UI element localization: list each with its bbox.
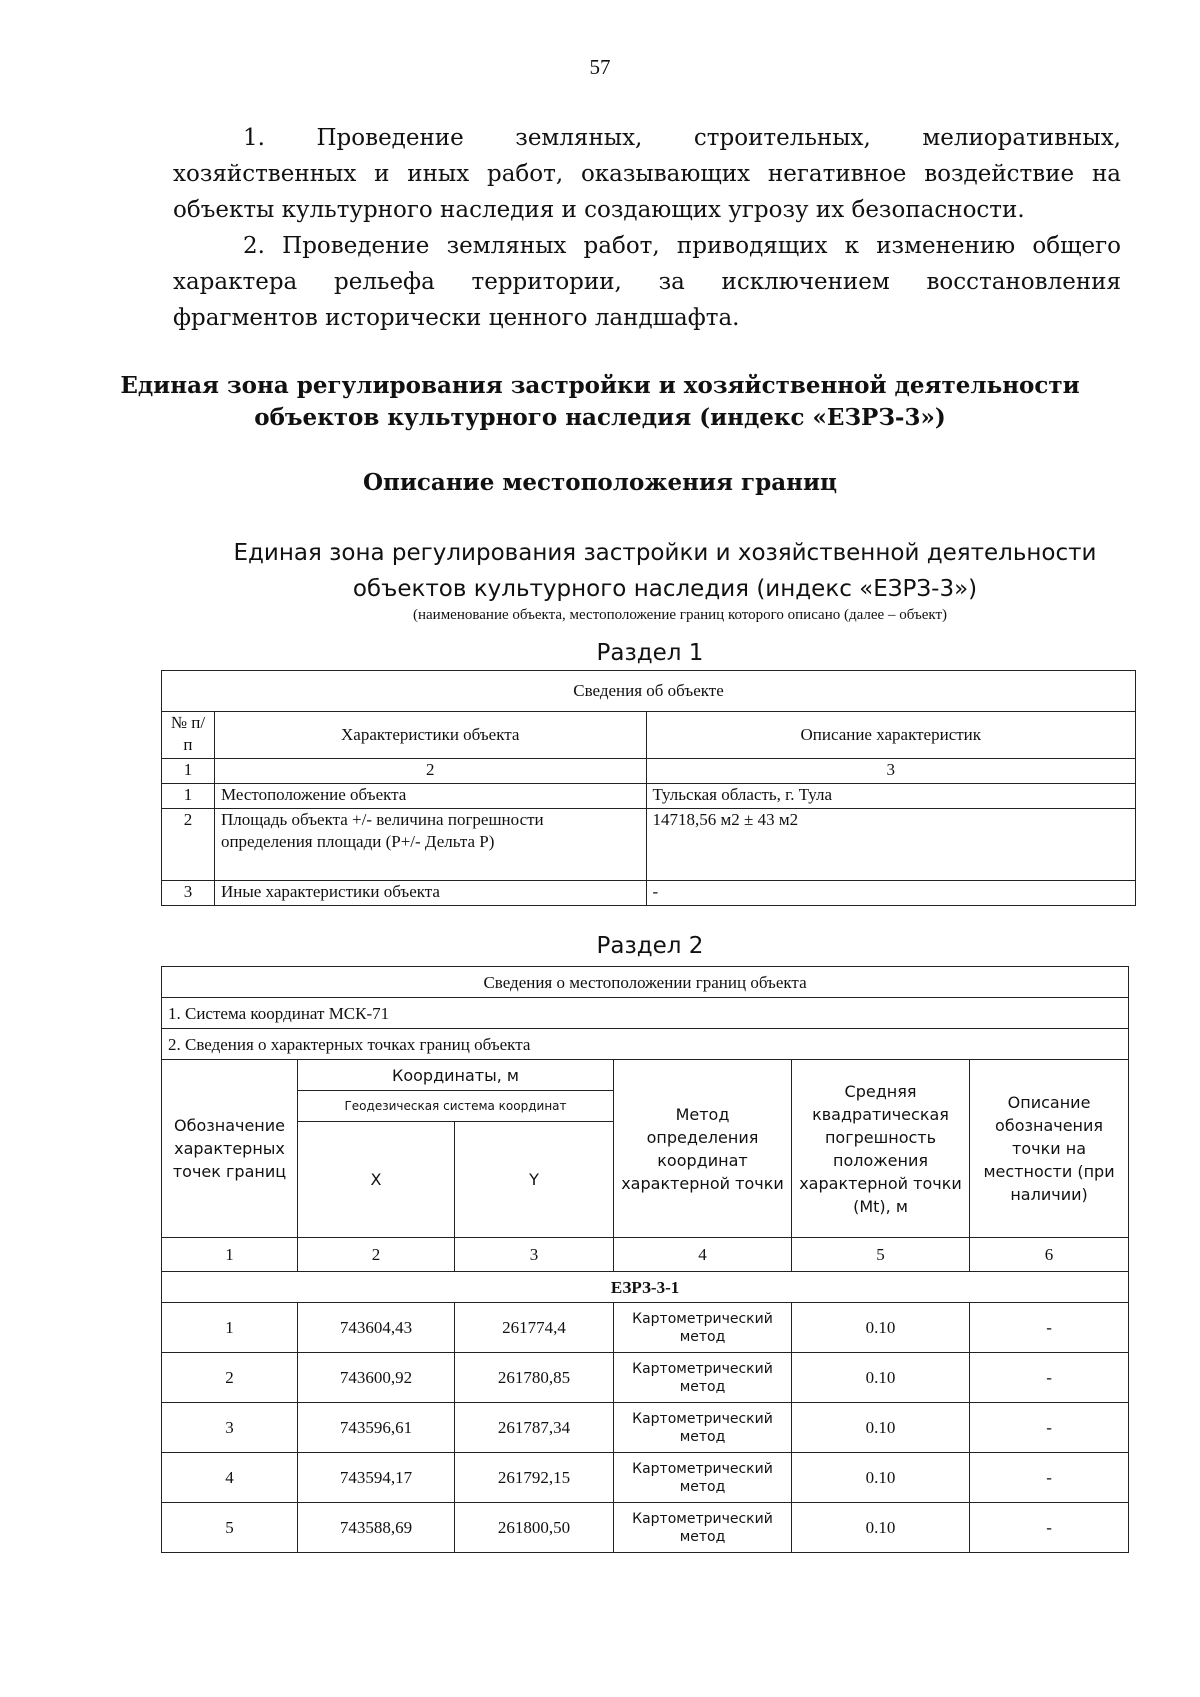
point-error: 0.10 bbox=[792, 1453, 970, 1503]
point-x: 743596,61 bbox=[298, 1403, 455, 1453]
point-description: - bbox=[970, 1503, 1129, 1553]
col-number: 2 bbox=[214, 759, 646, 784]
table-row bbox=[162, 1303, 1129, 1353]
section2-title: Раздел 2 bbox=[596, 933, 704, 959]
row-characteristic: Площадь объекта +/- величина погрешности определения площади (Р+/- Дельта Р) bbox=[214, 809, 646, 881]
col-number: 5 bbox=[792, 1238, 970, 1272]
header-method: Метод определения координат характерной точки bbox=[614, 1060, 792, 1238]
point-y: 261780,85 bbox=[455, 1353, 614, 1403]
point-error: 0.10 bbox=[792, 1303, 970, 1353]
point-description: - bbox=[970, 1353, 1129, 1403]
col-number: 4 bbox=[614, 1238, 792, 1272]
col-number: 1 bbox=[162, 759, 215, 784]
point-x: 743594,17 bbox=[298, 1453, 455, 1503]
page-number: 57 bbox=[589, 55, 611, 79]
col-number: 1 bbox=[162, 1238, 298, 1272]
header-designation: Обозначение характерных точек границ bbox=[162, 1060, 298, 1238]
header-error: Средняя квадратическая погрешность положения характерной точки (Mt), м bbox=[792, 1060, 970, 1238]
header-x: X bbox=[298, 1122, 455, 1238]
main-heading-line2: объектов культурного наследия (индекс «ЕЗРЗ-3») bbox=[254, 404, 946, 431]
point-group-label: ЕЗРЗ-3-1 bbox=[162, 1272, 1129, 1303]
point-error: 0.10 bbox=[792, 1503, 970, 1553]
point-y: 261800,50 bbox=[455, 1503, 614, 1553]
row-description: 14718,56 м2 ± 43 м2 bbox=[646, 809, 1135, 881]
header-point-description: Описание обозначения точки на местности (при наличии) bbox=[970, 1060, 1129, 1238]
object-name bbox=[230, 535, 1100, 607]
point-number: 2 bbox=[162, 1353, 298, 1403]
point-y: 261792,15 bbox=[455, 1453, 614, 1503]
point-number: 4 bbox=[162, 1453, 298, 1503]
point-x: 743600,92 bbox=[298, 1353, 455, 1403]
object-caption: (наименование объекта, местоположение границ которого описано (далее – объект) bbox=[412, 607, 948, 623]
table-row bbox=[162, 1353, 1129, 1403]
col-number: 3 bbox=[455, 1238, 614, 1272]
points-title: 2. Сведения о характерных точках границ объекта bbox=[162, 1029, 1129, 1060]
object-info-table bbox=[161, 670, 1136, 906]
row-characteristic: Иные характеристики объекта bbox=[214, 881, 646, 906]
header-geodetic-system: Геодезическая система координат bbox=[298, 1091, 614, 1122]
point-description: - bbox=[970, 1453, 1129, 1503]
boundary-table-title: Сведения о местоположении границ объекта bbox=[162, 967, 1129, 998]
point-number: 1 bbox=[162, 1303, 298, 1353]
header-description: Описание характеристик bbox=[646, 712, 1135, 759]
row-description: - bbox=[646, 881, 1135, 906]
row-number: 2 bbox=[162, 809, 215, 881]
table-row bbox=[162, 881, 1136, 906]
coordinate-system: 1. Система координат МСК-71 bbox=[162, 998, 1129, 1029]
point-y: 261774,4 bbox=[455, 1303, 614, 1353]
point-method: Картометрический метод bbox=[614, 1403, 792, 1453]
table-row bbox=[162, 1453, 1129, 1503]
object-info-table-title: Сведения об объекте bbox=[162, 671, 1136, 712]
point-number: 5 bbox=[162, 1503, 298, 1553]
point-method: Картометрический метод bbox=[614, 1453, 792, 1503]
point-method: Картометрический метод bbox=[614, 1303, 792, 1353]
point-method: Картометрический метод bbox=[614, 1353, 792, 1403]
point-method: Картометрический метод bbox=[614, 1503, 792, 1553]
col-number: 2 bbox=[298, 1238, 455, 1272]
row-number: 3 bbox=[162, 881, 215, 906]
row-description: Тульская область, г. Тула bbox=[646, 784, 1135, 809]
point-number: 3 bbox=[162, 1403, 298, 1453]
row-characteristic: Местоположение объекта bbox=[214, 784, 646, 809]
table-row bbox=[162, 784, 1136, 809]
col-number: 3 bbox=[646, 759, 1135, 784]
point-description: - bbox=[970, 1403, 1129, 1453]
table-row bbox=[162, 809, 1136, 881]
point-y: 261787,34 bbox=[455, 1403, 614, 1453]
header-characteristics: Характеристики объекта bbox=[214, 712, 646, 759]
object-name-line2: объектов культурного наследия (индекс «ЕЗРЗ-3») bbox=[352, 576, 978, 602]
point-error: 0.10 bbox=[792, 1353, 970, 1403]
point-description: - bbox=[970, 1303, 1129, 1353]
main-heading-line1: Единая зона регулирования застройки и хозяйственной деятельности bbox=[120, 372, 1080, 399]
row-number: 1 bbox=[162, 784, 215, 809]
boundary-points-table bbox=[161, 966, 1129, 1553]
point-error: 0.10 bbox=[792, 1403, 970, 1453]
paragraph-1: 1. Проведение земляных, строительных, мелиоративных, хозяйственных и иных работ, оказывающих негативное воздействие на объекты культурного наследия и создающих угрозу их безопасности. bbox=[173, 125, 1121, 223]
main-heading bbox=[0, 370, 1200, 434]
section1-title: Раздел 1 bbox=[596, 640, 704, 666]
object-name-line1: Единая зона регулирования застройки и хозяйственной деятельности bbox=[233, 540, 1097, 566]
paragraph-2: 2. Проведение земляных работ, приводящих к изменению общего характера рельефа территории, за исключением восстановления фрагментов исторически ценного ландшафта. bbox=[173, 233, 1121, 331]
header-coordinates: Координаты, м bbox=[298, 1060, 614, 1091]
header-number: № п/п bbox=[162, 712, 215, 759]
point-x: 743604,43 bbox=[298, 1303, 455, 1353]
table-row bbox=[162, 1403, 1129, 1453]
point-x: 743588,69 bbox=[298, 1503, 455, 1553]
table-row bbox=[162, 1503, 1129, 1553]
header-y: Y bbox=[455, 1122, 614, 1238]
sub-heading: Описание местоположения границ bbox=[362, 469, 838, 496]
col-number: 6 bbox=[970, 1238, 1129, 1272]
